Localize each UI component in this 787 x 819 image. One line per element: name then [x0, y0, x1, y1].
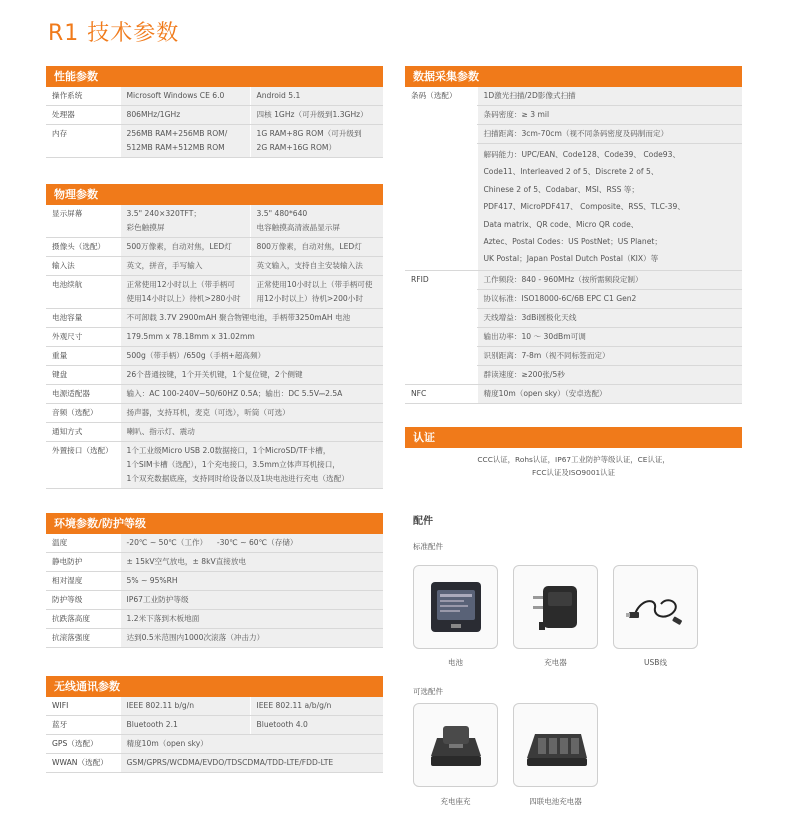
row-label: NFC: [405, 384, 477, 403]
row-value: IP67工业防护等级: [120, 591, 383, 610]
row-value: 解码能力：UPC/EAN、Code128、Code39、 Code93、 Code11、Interleaved 2 of 5、Discrete 2 of 5、 Chinese 2 of 5、Codabar、MSI、RSS 等； PDF417、MicroPDF417、 Composite、RSS、TLC-39、 Data matrix、QR code、Micro QR code、 Aztec、Postal Codes：US PostNet；US Planet； UK Postal；Japan Postal Dutch Postal（KIX）等: [477, 144, 742, 271]
row-value: 喇叭、指示灯、震动: [120, 423, 383, 442]
table-row: [46, 366, 383, 385]
accessory-caption: 充电器: [544, 658, 567, 667]
row-value: 800万像素，自动对焦，LED灯: [250, 238, 383, 257]
row-value: 500g（带手柄）/650g（手柄+超高频）: [120, 347, 383, 366]
row-value: 输出功率：10 ～ 30dBm可调: [477, 327, 742, 346]
row-label: 音频（选配）: [46, 404, 120, 423]
row-label: 键盘: [46, 366, 120, 385]
accessory-caption: 四联电池充电器: [529, 797, 582, 806]
section-heading: 无线通讯参数: [46, 676, 383, 697]
table-row: [46, 534, 383, 553]
row-value: 工作频段：840 - 960MHz（按所需频段定制）: [477, 270, 742, 289]
row-value: 1.2米下落到木板地面: [120, 610, 383, 629]
table-row: [405, 87, 742, 106]
row-label: 摄像头（选配）: [46, 238, 120, 257]
table-row: [46, 716, 383, 735]
row-value: 扬声器，支持耳机，麦克（可选），听筒（可选）: [120, 404, 383, 423]
row-label: 防护等级: [46, 591, 120, 610]
row-value: 3.5" 240×320TFT； 彩色触摸屏: [120, 205, 250, 238]
physical-section: [46, 184, 383, 489]
row-label: 电池容量: [46, 309, 120, 328]
row-value: 500万像素，自动对焦，LED灯: [120, 238, 250, 257]
row-label: 静电防护: [46, 553, 120, 572]
table-row: [46, 404, 383, 423]
standard-accessories-label: 标准配件: [413, 542, 443, 551]
row-value: 协议标准：ISO18000-6C/6B EPC C1 Gen2: [477, 289, 742, 308]
table-row: [46, 257, 383, 276]
section-heading: 环境参数/防护等级: [46, 513, 383, 534]
table-row: [46, 442, 383, 489]
row-value: 精度10m（open sky）: [120, 735, 383, 754]
row-value: 英文输入，支持自主安装输入法: [250, 257, 383, 276]
wireless-table: [46, 697, 383, 773]
row-value: 精度10m（open sky）（安卓选配）: [477, 384, 742, 403]
section-heading: 认证: [405, 427, 742, 448]
wireless-section: [46, 676, 383, 773]
accessories-heading: 配件: [413, 516, 433, 527]
row-value: 179.5mm x 78.18mm x 31.02mm: [120, 328, 383, 347]
row-label: 相对湿度: [46, 572, 120, 591]
battery-icon: [421, 576, 491, 638]
battery-image: [413, 565, 498, 649]
row-label: 输入法: [46, 257, 120, 276]
row-value: 5% ~ 95%RH: [120, 572, 383, 591]
table-row: [405, 270, 742, 289]
table-row: [46, 423, 383, 442]
table-row: [46, 347, 383, 366]
section-heading: 数据采集参数: [405, 66, 742, 87]
row-label: WWAN（选配）: [46, 754, 120, 773]
row-value: GSM/GPRS/WCDMA/EVDO/TDSCDMA/TDD-LTE/FDD-LTE: [120, 754, 383, 773]
charging-cradle-image: [413, 703, 498, 787]
row-label: 条码（选配）: [405, 87, 477, 270]
row-value: 正常使用10小时以上（带手柄可使 用12小时以上）待机>200小时: [250, 276, 383, 309]
row-label: 外观尺寸: [46, 328, 120, 347]
row-value: IEEE 802.11 a/b/g/n: [250, 697, 383, 716]
row-label: 抗跌落高度: [46, 610, 120, 629]
usb-cable-image: [613, 565, 698, 649]
environment-table: [46, 534, 383, 648]
table-row: [46, 106, 383, 125]
certification-line: CCC认证，Rohs认证，IP67工业防护等级认证，CE认证，: [477, 455, 670, 464]
row-label: WIFI: [46, 697, 120, 716]
certification-text: [405, 448, 742, 479]
row-label: 内存: [46, 125, 120, 158]
table-row: [46, 125, 383, 158]
row-value: 四核 1GHz（可升级到1.3GHz）: [250, 106, 383, 125]
row-label: RFID: [405, 270, 477, 384]
row-label: 外置接口（选配）: [46, 442, 120, 489]
certification-section: [405, 427, 742, 479]
row-label: 抗滚落强度: [46, 629, 120, 648]
table-row: [46, 238, 383, 257]
section-heading: 物理参数: [46, 184, 383, 205]
charger-icon: [521, 576, 591, 638]
row-value: 群读速度：≥200张/5秒: [477, 365, 742, 384]
table-row: [405, 384, 742, 403]
physical-table: [46, 205, 383, 489]
table-row: [46, 205, 383, 238]
row-value: 天线增益：3dBi圆极化天线: [477, 308, 742, 327]
performance-table: [46, 87, 383, 158]
table-row: [46, 697, 383, 716]
accessory-caption: USB线: [644, 658, 667, 667]
row-label: 显示屏幕: [46, 205, 120, 238]
row-value: 806MHz/1GHz: [120, 106, 250, 125]
row-value: Microsoft Windows CE 6.0: [120, 87, 250, 106]
quad-battery-charger-image: [513, 703, 598, 787]
data-capture-section: [405, 66, 742, 404]
row-value: 1D激光扫描/2D影像式扫描: [477, 87, 742, 106]
data-capture-table: [405, 87, 742, 404]
row-value: 英文，拼音，手写输入: [120, 257, 250, 276]
row-value: Android 5.1: [250, 87, 383, 106]
row-value: 不可卸载 3.7V 2900mAH 聚合物锂电池，手柄带3250mAH 电池: [120, 309, 383, 328]
table-row: [46, 87, 383, 106]
table-row: [46, 610, 383, 629]
page-title: R1 技术参数: [48, 21, 180, 46]
table-row: [46, 276, 383, 309]
row-value: 扫描距离：3cm-70cm（视不同条码密度及码制而定）: [477, 125, 742, 144]
accessory-caption: 充电座充: [440, 797, 471, 806]
row-label: 温度: [46, 534, 120, 553]
row-value: 正常使用12小时以上（带手柄可 使用14小时以上）待机>280小时: [120, 276, 250, 309]
row-value: 达到0.5米范围内1000次滚落（冲击力）: [120, 629, 383, 648]
row-value: 1G RAM+8G ROM（可升级到 2G RAM+16G ROM）: [250, 125, 383, 158]
row-value: 输入：AC 100-240V~50/60HZ 0.5A；输出：DC 5.5V⎓2.5A: [120, 385, 383, 404]
table-row: [46, 629, 383, 648]
row-value: IEEE 802.11 b/g/n: [120, 697, 250, 716]
row-label: 处理器: [46, 106, 120, 125]
row-value: -20℃ ~ 50℃（工作） -30℃ ~ 60℃（存储）: [120, 534, 383, 553]
quad-battery-charger-icon: [521, 714, 591, 776]
section-heading: 性能参数: [46, 66, 383, 87]
table-row: [46, 309, 383, 328]
table-row: [46, 754, 383, 773]
usb-cable-icon: [621, 576, 691, 638]
row-value: ± 15kV空气放电，± 8kV直接放电: [120, 553, 383, 572]
row-label: 操作系统: [46, 87, 120, 106]
row-label: 电池续航: [46, 276, 120, 309]
table-row: [46, 572, 383, 591]
row-value: 1个工业级Micro USB 2.0数据接口，1个MicroSD/TF卡槽， 1个SIM卡槽（选配），1个充电接口，3.5mm立体声耳机接口， 1个双充数据底座，支持同时给设备以及1块电池进行充电（选配）: [120, 442, 383, 489]
row-label: 蓝牙: [46, 716, 120, 735]
row-value: 26个普通按键，1个开关机键，1个复位键，2个侧键: [120, 366, 383, 385]
charger-image: [513, 565, 598, 649]
row-value: 条码密度：≥ 3 mil: [477, 106, 742, 125]
table-row: [46, 591, 383, 610]
performance-section: [46, 66, 383, 158]
table-row: [46, 553, 383, 572]
row-value: 256MB RAM+256MB ROM/ 512MB RAM+512MB ROM: [120, 125, 250, 158]
row-value: Bluetooth 4.0: [250, 716, 383, 735]
table-row: [46, 385, 383, 404]
row-value: 识别距离：7-8m（视不同标签而定）: [477, 346, 742, 365]
optional-accessories-label: 可选配件: [413, 687, 443, 696]
environment-section: [46, 513, 383, 648]
row-label: 电源适配器: [46, 385, 120, 404]
row-label: GPS（选配）: [46, 735, 120, 754]
accessory-caption: 电池: [448, 658, 463, 667]
row-value: Bluetooth 2.1: [120, 716, 250, 735]
row-label: 重量: [46, 347, 120, 366]
certification-line: FCC认证及ISO9001认证: [531, 468, 616, 477]
table-row: [46, 328, 383, 347]
row-label: 通知方式: [46, 423, 120, 442]
row-value: 3.5" 480*640 电容触摸高清液晶显示屏: [250, 205, 383, 238]
charging-cradle-icon: [421, 714, 491, 776]
table-row: [46, 735, 383, 754]
